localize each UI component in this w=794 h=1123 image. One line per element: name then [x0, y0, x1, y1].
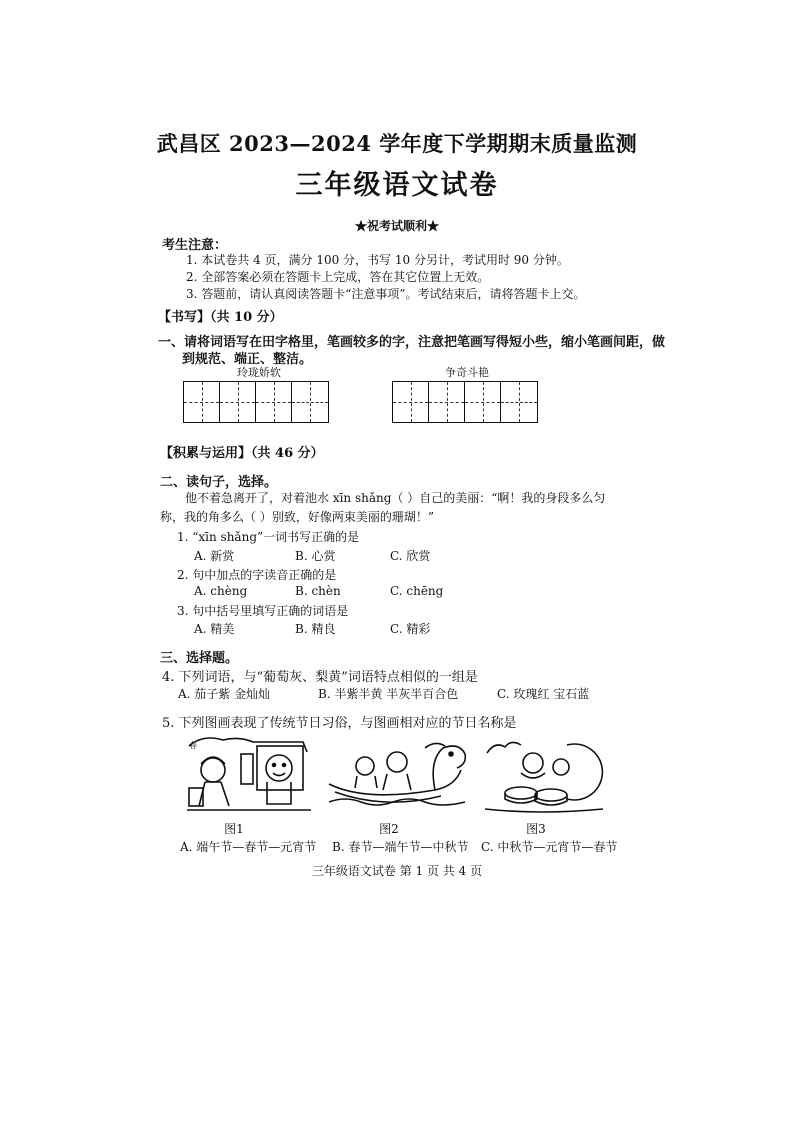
- question-4-option-c: C. 玫瑰红 宝石蓝: [497, 687, 590, 701]
- good-luck-line: ★祝考试顺利★: [354, 219, 439, 233]
- sub-question-2-option-b: B. chèn: [295, 584, 341, 598]
- question-3-title: 三、选择题。: [160, 651, 239, 666]
- exam-title-line2: 三年级语文试卷: [295, 170, 499, 201]
- sub-question-1: 1. “xīn shǎng”一词书写正确的是: [177, 530, 360, 544]
- sub-question-2: 2. 句中加点的字读音正确的是: [177, 568, 337, 582]
- sub-question-1-option-c: C. 欣赏: [390, 549, 431, 563]
- tianzige-cell: [429, 382, 465, 422]
- sub-question-3: 3. 句中括号里填写正确的词语是: [177, 604, 349, 618]
- tianzige-cell: [501, 382, 537, 422]
- tianzige-cell: [465, 382, 501, 422]
- sub-question-2-option-a: A. chèng: [194, 584, 248, 598]
- question-5-option-b: B. 春节—端午节—中秋节: [332, 840, 469, 854]
- tianzige-cell: [184, 382, 220, 422]
- sub-question-1-option-a: A. 新赏: [194, 549, 235, 563]
- notice-heading: 考生注意：: [162, 238, 228, 253]
- sub-question-2-option-c: C. chēng: [390, 584, 444, 598]
- spring-festival-illustration: [183, 732, 315, 816]
- sub-question-3-option-c: C. 精彩: [390, 622, 431, 636]
- figure-3-caption: 图3: [526, 822, 546, 836]
- question-1-line2: 到规范、端正、整洁。: [182, 352, 313, 367]
- passage-line-1: 他不着急离开了，对着池水 xīn shǎng（ ）自己的美丽：“啊！我的身段多么匀: [185, 491, 606, 505]
- question-1-line1: 一、请将词语写在田字格里，笔画较多的字，注意把笔画写得短小些，缩小笔画间距，做: [158, 335, 666, 350]
- svg-text:春: 春: [189, 741, 197, 750]
- notice-item-2: 2. 全部答案必须在答题卡上完成，答在其它位置上无效。: [186, 270, 490, 284]
- question-4-option-a: A. 茄子紫 金灿灿: [178, 687, 271, 701]
- figure-2-caption: 图2: [379, 822, 399, 836]
- dragon-boat-illustration: [325, 740, 471, 810]
- tianzige-cell: [393, 382, 429, 422]
- question-4: 4. 下列词语，与“葡萄灰、梨黄”词语特点相似的一组是: [162, 670, 478, 685]
- tianzige-grid-1: [183, 381, 329, 423]
- notice-item-1: 1. 本试卷共 4 页，满分 100 分，书写 10 分另计，考试用时 90 分钟。: [186, 253, 569, 267]
- exam-title-line1: 武昌区 2023—2024 学年度下学期期末质量监测: [156, 131, 638, 156]
- accumulation-section-heading: 【积累与运用】（共 46 分）: [160, 446, 324, 461]
- question-5: 5. 下列图画表现了传统节日习俗，与图画相对应的节日名称是: [162, 716, 517, 731]
- question-2-title: 二、读句子，选择。: [160, 475, 278, 490]
- sub-question-3-option-a: A. 精美: [194, 622, 235, 636]
- figure-1-caption: 图1: [224, 822, 244, 836]
- tianzige-cell: [220, 382, 256, 422]
- mid-autumn-illustration: [481, 733, 607, 813]
- sub-question-1-option-b: B. 心赏: [295, 549, 336, 563]
- question-4-option-b: B. 半紫半黄 半灰半百合色: [318, 687, 459, 701]
- page-footer: 三年级语文试卷 第 1 页 共 4 页: [311, 864, 483, 878]
- tianzige-cell: [256, 382, 292, 422]
- word-label-2: 争奇斗艳: [445, 366, 489, 379]
- writing-section-heading: 【书写】（共 10 分）: [158, 310, 283, 325]
- notice-item-3: 3. 答题前，请认真阅读答题卡“注意事项”。考试结束后，请将答题卡上交。: [186, 287, 586, 301]
- question-5-option-a: A. 端午节—春节—元宵节: [180, 840, 317, 854]
- tianzige-grid-2: [392, 381, 538, 423]
- word-label-1: 玲珑娇软: [237, 366, 281, 379]
- question-5-option-c: C. 中秋节—元宵节—春节: [481, 840, 618, 854]
- tianzige-cell: [292, 382, 328, 422]
- passage-line-2: 称，我的角多么（ ）别致，好像两束美丽的珊瑚！”: [160, 510, 434, 524]
- sub-question-3-option-b: B. 精良: [295, 622, 336, 636]
